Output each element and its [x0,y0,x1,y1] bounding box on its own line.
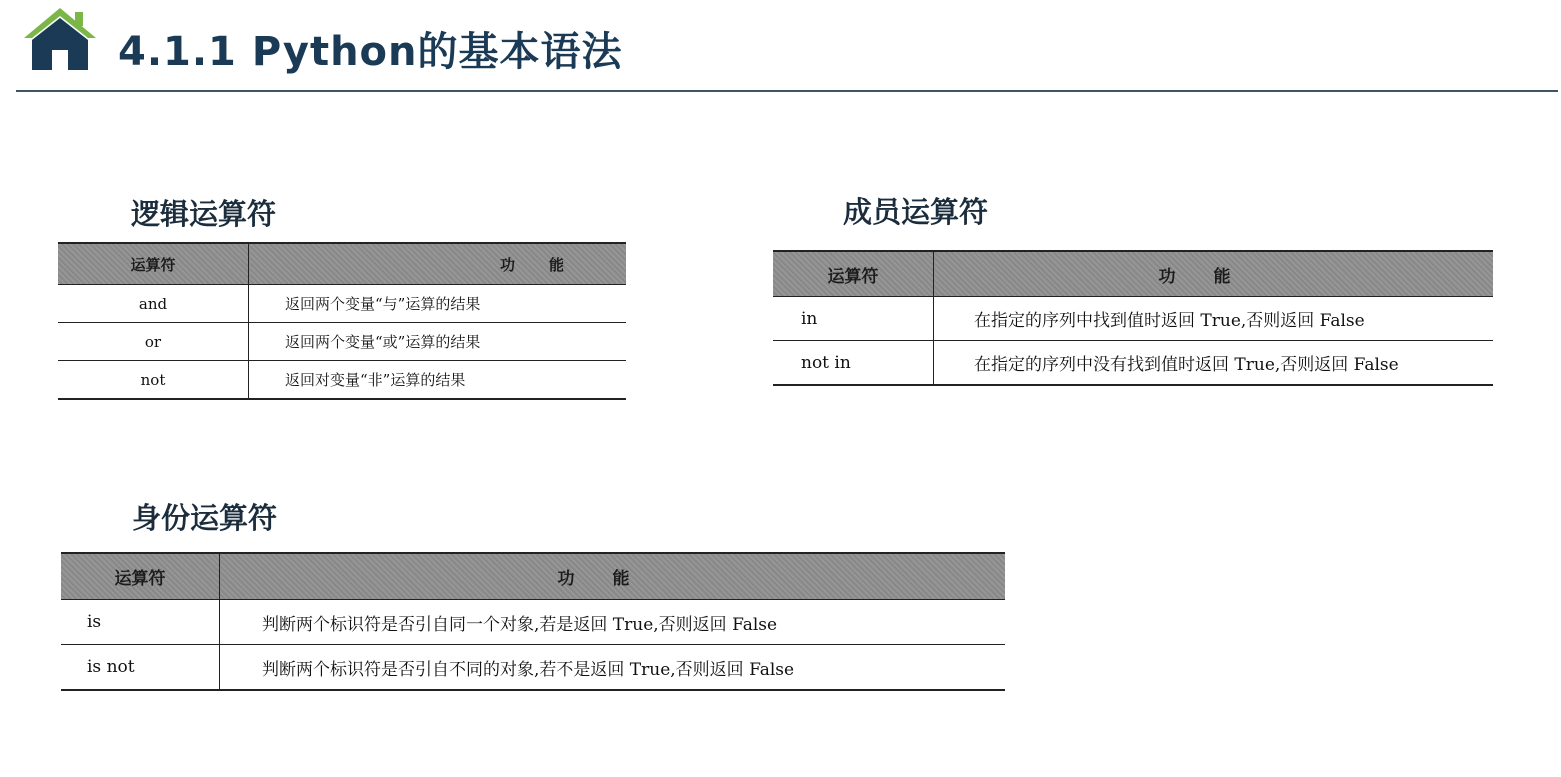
section-title-membership: 成员运算符 [843,195,989,229]
table-row [58,361,626,400]
column-header-operator: 运算符 [58,243,249,285]
operator-cell: in [773,297,934,341]
logic-operators-table [58,242,626,400]
column-header-function: 功能 [220,553,1006,600]
operator-cell: and [58,285,249,323]
operator-cell: is [61,600,220,645]
column-header-operator: 运算符 [61,553,220,600]
table-row [61,645,1005,691]
operator-cell: not in [773,341,934,386]
function-cell: 判断两个标识符是否引自同一个对象,若是返回 True,否则返回 False [220,600,1006,645]
table-header-row [773,251,1493,297]
table-row [58,323,626,361]
column-header-operator: 运算符 [773,251,934,297]
house-icon [22,6,98,72]
table-header-row [61,553,1005,600]
identity-operators-table [61,552,1005,691]
section-title-logic: 逻辑运算符 [131,197,277,231]
column-header-function: 功能 [249,243,627,285]
slide-header [0,0,1561,96]
table-row [773,297,1493,341]
function-cell: 返回对变量“非”运算的结果 [249,361,627,400]
column-header-function: 功能 [934,251,1494,297]
membership-operators-table [773,250,1493,386]
function-cell: 返回两个变量“或”运算的结果 [249,323,627,361]
section-title-identity: 身份运算符 [132,501,278,535]
page-title: 4.1.1 Python的基本语法 [118,29,623,75]
operator-cell: or [58,323,249,361]
function-cell: 返回两个变量“与”运算的结果 [249,285,627,323]
table-row [773,341,1493,386]
function-cell: 判断两个标识符是否引自不同的对象,若不是返回 True,否则返回 False [220,645,1006,691]
operator-cell: is not [61,645,220,691]
table-row [61,600,1005,645]
table-header-row [58,243,626,285]
table-row [58,285,626,323]
header-divider [16,90,1558,92]
function-cell: 在指定的序列中没有找到值时返回 True,否则返回 False [934,341,1494,386]
function-cell: 在指定的序列中找到值时返回 True,否则返回 False [934,297,1494,341]
operator-cell: not [58,361,249,400]
